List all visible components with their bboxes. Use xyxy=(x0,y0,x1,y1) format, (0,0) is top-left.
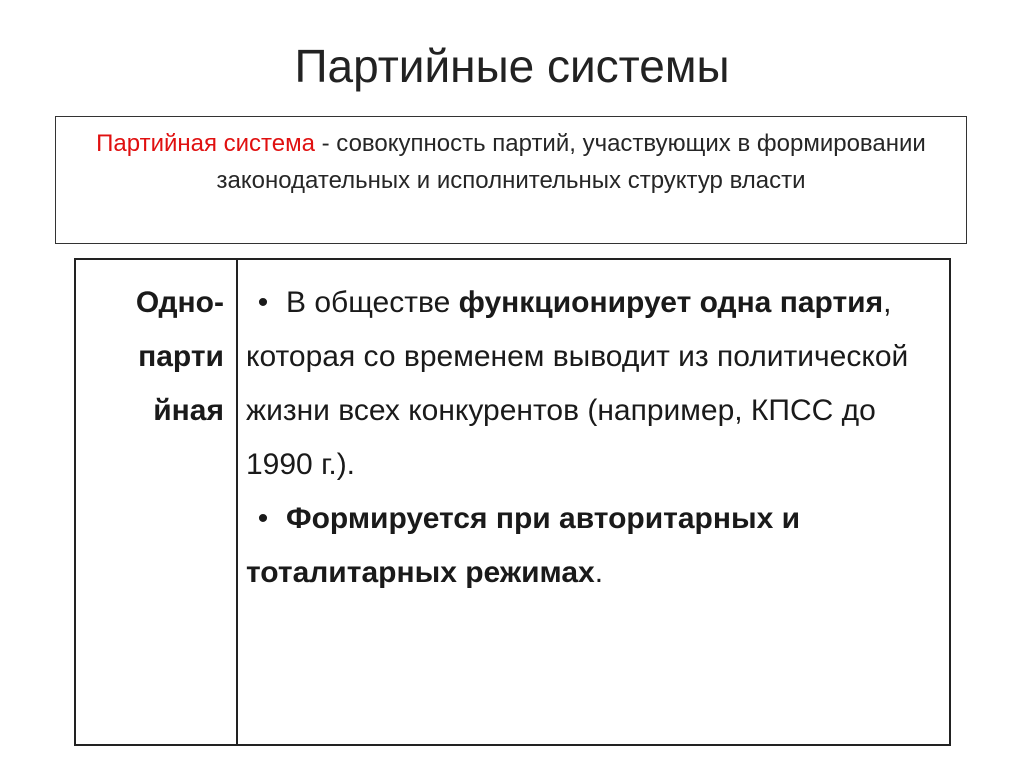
bullet-item xyxy=(246,276,935,492)
party-system-table xyxy=(74,258,951,746)
definition-box xyxy=(55,116,967,244)
bullet-emphasis: функционирует одна партия xyxy=(458,286,884,319)
bullet-item xyxy=(246,492,935,600)
slide-title: Партийные системы xyxy=(294,40,730,92)
bullet-icon: • xyxy=(257,286,269,319)
description-cell xyxy=(238,260,949,744)
row-label-cell xyxy=(76,260,238,744)
bullet-text: . xyxy=(594,556,604,589)
row-label-line: йная xyxy=(153,394,224,427)
bullet-emphasis: Формируется при авторитарных и тоталитарных режимах xyxy=(246,502,801,589)
row-label-line: парти xyxy=(138,340,224,373)
bullet-icon: • xyxy=(257,502,269,535)
bullet-text: , которая со временем выводит из политической жизни всех конкурентов (например, КПСС до 1990 г.). xyxy=(246,286,909,481)
row-label-line: Одно- xyxy=(135,286,224,319)
bullet-text: В обществе xyxy=(286,286,459,319)
definition-text: - совокупность партий, участвующих в формировании законодательных и исполнительных структур власти xyxy=(216,130,926,194)
definition-term: Партийная система xyxy=(96,130,315,157)
